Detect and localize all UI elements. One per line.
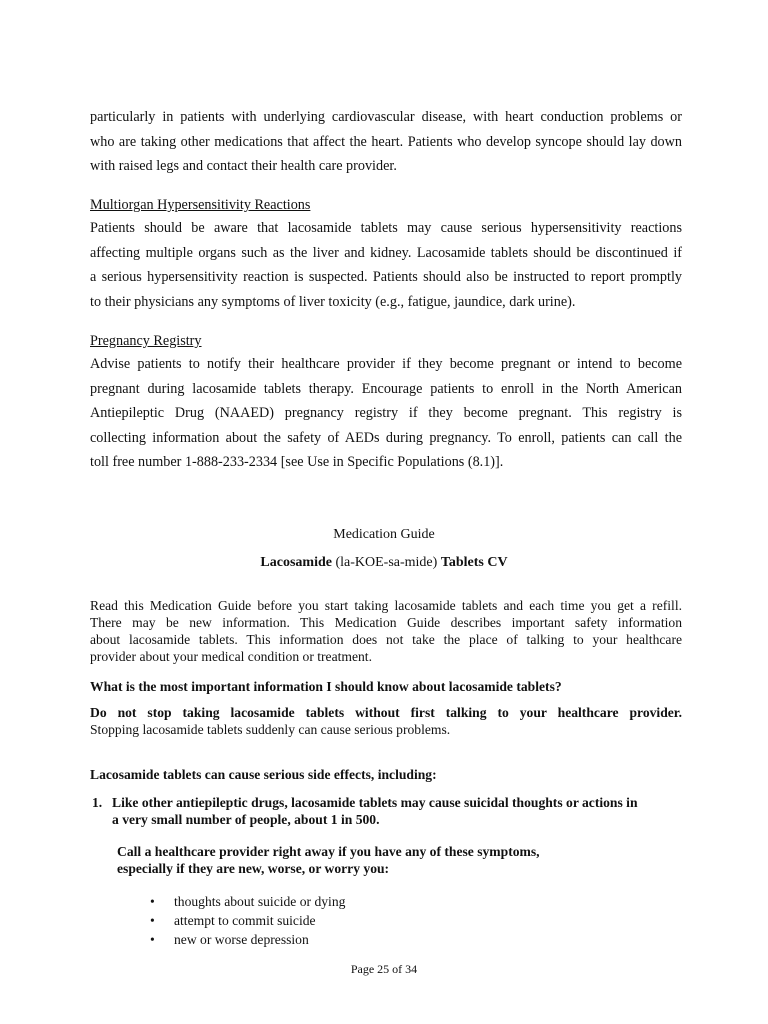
text-line: to their physicians any symptoms of liver toxicity (e.g., fatigue, jaundice, dark urine). (90, 293, 576, 310)
drug-pronunciation: (la-KOE-sa-mide) (335, 555, 438, 570)
text-line: There may be new information. This Medication Guide describes important safety information (90, 615, 682, 630)
text-line: with raised legs and contact their health care provider. (90, 158, 397, 174)
guide-drug-title (0, 555, 768, 571)
text-line: a very small number of people, about 1 in 500. (112, 812, 380, 827)
list-item (150, 931, 309, 949)
list-item-number: 1. (92, 795, 103, 810)
text-line: who are taking other medications that affect the heart. Patients who develop syncope should lay down (90, 133, 682, 150)
page-number: Page 25 of 34 (350, 962, 418, 976)
warning-bold-line: Do not stop taking lacosamide tablets without first talking to your healthcare provider. (90, 705, 682, 720)
list-item (150, 912, 316, 930)
text-line: affecting multiple organs such as the liver and kidney. Lacosamide tablets should be discontinued if (90, 244, 682, 261)
text-line: toll free number 1-888-233-2334 [see Use in Specific Populations (8.1)]. (90, 454, 504, 470)
call-provider-text (117, 843, 677, 877)
list-item-text (112, 794, 682, 828)
text-line: Read this Medication Guide before you start taking lacosamide tablets and each time you get a refill. (90, 598, 682, 613)
intro-paragraph (90, 105, 682, 179)
bullet-text: thoughts about suicide or dying (174, 894, 346, 909)
bullet-icon: • (150, 913, 155, 928)
side-effects-heading: Lacosamide tablets can cause serious side effects, including: (90, 767, 437, 782)
drug-suffix: Tablets CV (440, 555, 508, 570)
text-line: Like other antiepileptic drugs, lacosamide tablets may cause suicidal thoughts or actions in (112, 795, 638, 810)
list-item (150, 893, 345, 911)
text-line: pregnant during lacosamide tablets therapy. Encourage patients to enroll in the North American (90, 380, 682, 397)
multiorgan-heading: Multiorgan Hypersensitivity Reactions (90, 197, 311, 213)
bullet-icon: • (150, 932, 155, 947)
pregnancy-heading: Pregnancy Registry (90, 333, 202, 349)
bullet-text: new or worse depression (174, 932, 309, 947)
text-line: a serious hypersensitivity reaction is suspected. Patients should also be instructed to report promptly (90, 269, 682, 285)
important-info-question: What is the most important information I should know about lacosamide tablets? (90, 679, 562, 694)
guide-title: Medication Guide (333, 527, 435, 542)
text-line: Call a healthcare provider right away if you have any of these symptoms, (117, 844, 540, 859)
multiorgan-paragraph (90, 216, 682, 314)
text-line: Advise patients to notify their healthcare provider if they become pregnant or intend to become (90, 356, 682, 372)
warning-paragraph (90, 704, 682, 738)
bullet-icon: • (150, 894, 155, 909)
text-line: particularly in patients with underlying cardiovascular disease, with heart conduction problems or (90, 109, 682, 125)
guide-intro-paragraph (90, 597, 682, 665)
pregnancy-paragraph (90, 352, 682, 475)
text-line: especially if they are new, worse, or worry you: (117, 861, 390, 876)
text-line: Antiepileptic Drug (NAAED) pregnancy registry if they become pregnant. This registry is (90, 405, 682, 421)
text-line: about lacosamide tablets. This information does not take the place of talking to your healthcare (90, 632, 682, 647)
warning-text-line: Stopping lacosamide tablets suddenly can cause serious problems. (90, 722, 451, 737)
bullet-text: attempt to commit suicide (174, 913, 316, 928)
drug-name: Lacosamide (260, 555, 332, 570)
text-line: collecting information about the safety of AEDs during pregnancy. To enroll, patients can call the (90, 429, 682, 446)
text-line: provider about your medical condition or treatment. (90, 649, 372, 664)
text-line: Patients should be aware that lacosamide tablets may cause serious hypersensitivity reactions (90, 220, 682, 236)
